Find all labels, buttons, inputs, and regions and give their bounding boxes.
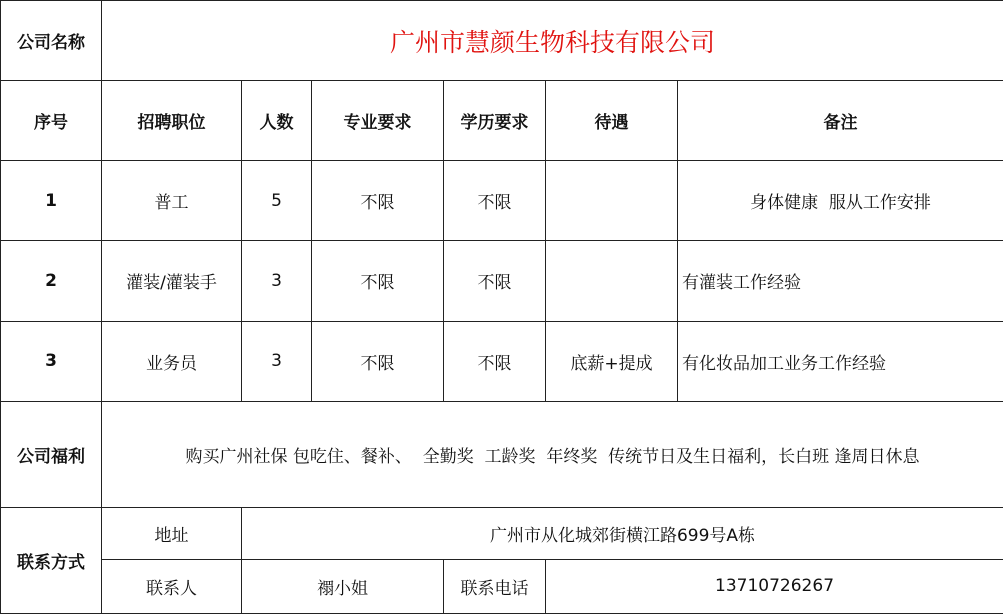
row-education: 不限 (444, 321, 546, 401)
address-label: 地址 (102, 507, 242, 559)
person-value: 禤小姐 (242, 559, 444, 613)
phone-value: 13710726267 (546, 559, 1003, 613)
row-count: 3 (242, 241, 312, 321)
row-major: 不限 (312, 321, 444, 401)
header-count: 人数 (242, 81, 312, 161)
row-major: 不限 (312, 161, 444, 241)
phone-label: 联系电话 (444, 559, 546, 613)
row-position: 普工 (102, 161, 242, 241)
table-row (1, 241, 1003, 321)
table-row (1, 321, 1003, 401)
row-pay (546, 161, 678, 241)
header-no: 序号 (1, 81, 102, 161)
benefits-label: 公司福利 (1, 401, 102, 507)
contact-label: 联系方式 (1, 507, 102, 613)
row-no: 1 (1, 161, 102, 241)
row-count: 5 (242, 161, 312, 241)
row-note: 身体健康 服从工作安排 (678, 161, 1003, 241)
header-note: 备注 (678, 81, 1003, 161)
row-position: 业务员 (102, 321, 242, 401)
row-education: 不限 (444, 241, 546, 321)
row-note: 有化妆品加工业务工作经验 (678, 321, 1003, 401)
header-row (1, 81, 1003, 161)
header-position: 招聘职位 (102, 81, 242, 161)
contact-address-row (1, 507, 1003, 559)
company-name: 广州市慧颜生物科技有限公司 (102, 1, 1003, 81)
row-major: 不限 (312, 241, 444, 321)
row-education: 不限 (444, 161, 546, 241)
benefits-text: 购买广州社保 包吃住、餐补、 全勤奖 工龄奖 年终奖 传统节日及生日福利，长白班 逢周日休息 (102, 401, 1003, 507)
address-value: 广州市从化城郊街横江路699号A栋 (242, 507, 1003, 559)
row-count: 3 (242, 321, 312, 401)
row-pay (546, 241, 678, 321)
contact-person-row (1, 559, 1003, 613)
header-pay: 待遇 (546, 81, 678, 161)
row-no: 3 (1, 321, 102, 401)
row-note: 有灌装工作经验 (678, 241, 1003, 321)
table-row (1, 161, 1003, 241)
row-pay: 底薪+提成 (546, 321, 678, 401)
company-name-label: 公司名称 (1, 1, 102, 81)
row-position: 灌装/灌装手 (102, 241, 242, 321)
row-no: 2 (1, 241, 102, 321)
header-education: 学历要求 (444, 81, 546, 161)
person-label: 联系人 (102, 559, 242, 613)
header-major: 专业要求 (312, 81, 444, 161)
benefits-row (1, 401, 1003, 507)
